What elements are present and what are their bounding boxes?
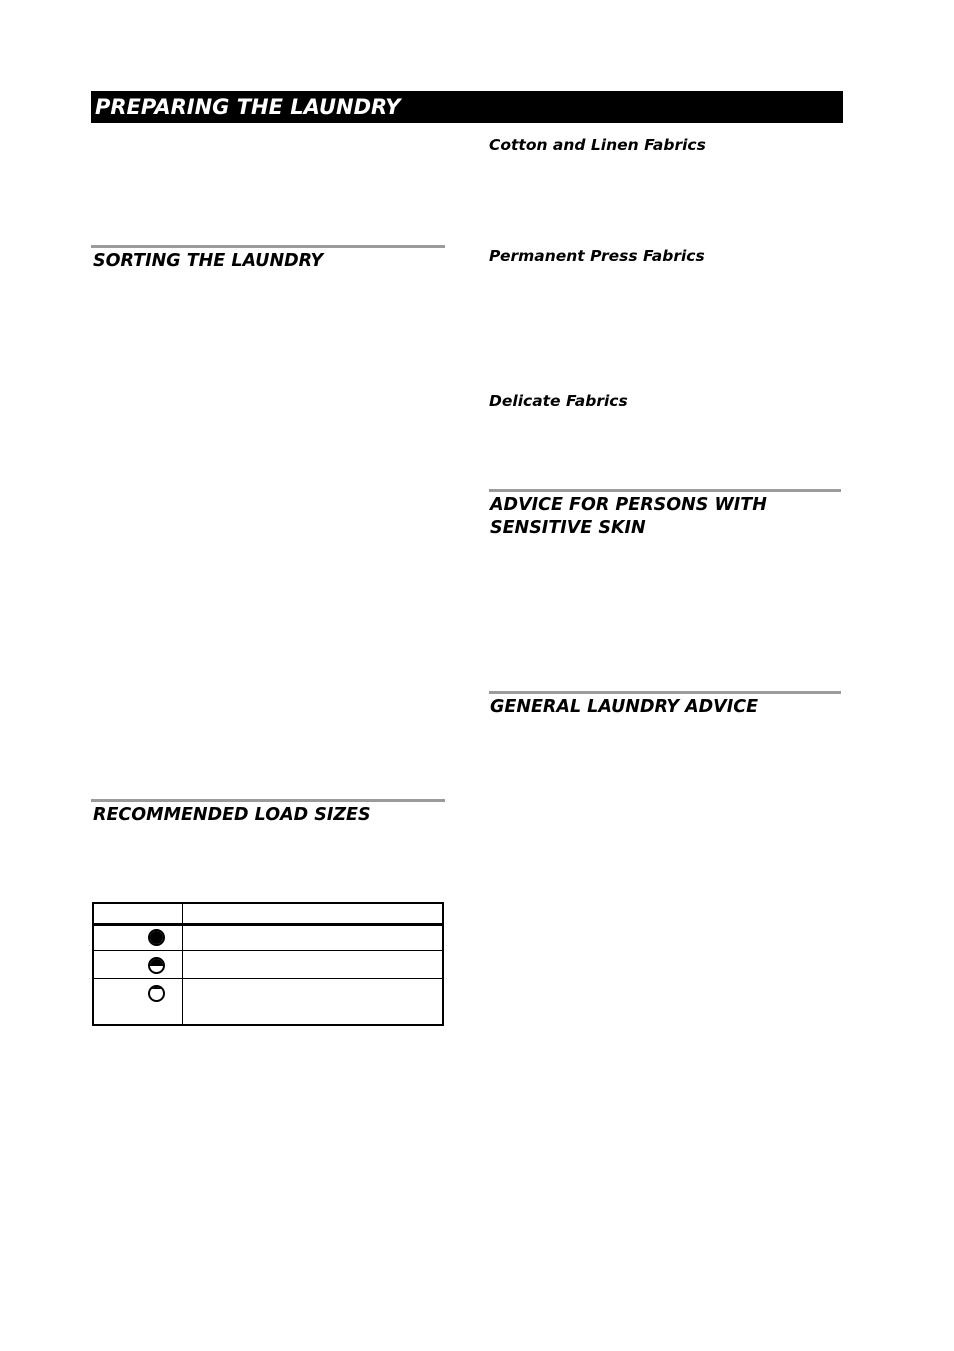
table-row-divider xyxy=(94,978,442,979)
load-sizes-section-title: RECOMMENDED LOAD SIZES xyxy=(93,805,371,825)
sensitive-skin-section-rule xyxy=(489,489,841,492)
page-title-banner xyxy=(91,91,843,123)
load-sizes-section-rule xyxy=(91,799,445,802)
table-row-divider xyxy=(94,950,442,951)
permanent-press-title: Permanent Press Fabrics xyxy=(489,247,705,265)
sensitive-skin-title-line2: SENSITIVE SKIN xyxy=(490,518,646,538)
sorting-section-rule xyxy=(91,245,445,248)
table-header-divider xyxy=(94,923,442,926)
page-title: PREPARING THE LAUNDRY xyxy=(95,95,401,119)
table-column-divider xyxy=(182,904,183,1024)
cotton-linen-title: Cotton and Linen Fabrics xyxy=(489,136,706,154)
sorting-section-title: SORTING THE LAUNDRY xyxy=(93,251,324,271)
half-load-icon xyxy=(148,957,165,974)
small-load-icon xyxy=(148,985,165,1002)
sensitive-skin-title-line1: ADVICE FOR PERSONS WITH xyxy=(490,495,767,515)
delicate-fabrics-title: Delicate Fabrics xyxy=(489,392,628,410)
general-advice-title: GENERAL LAUNDRY ADVICE xyxy=(490,697,759,717)
load-size-table xyxy=(92,902,444,1026)
full-load-icon xyxy=(148,929,165,946)
general-advice-section-rule xyxy=(489,691,841,694)
